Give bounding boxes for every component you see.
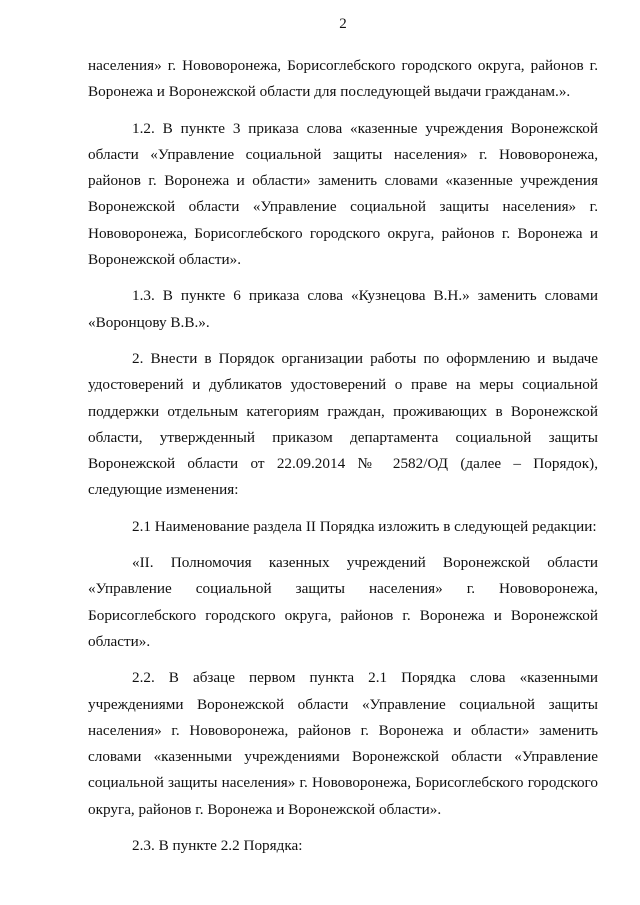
paragraph-section-title: «II. Полномочия казенных учреждений Воронежской области «Управление социальной защиты населения» г. Нововоронежа, Борисоглебского городского округа, районов г. Воронежа и Воронежской области». [88,554,598,650]
paragraph-2: 2. Внести в Порядок организации работы по оформлению и выдаче удостоверений и дубликатов удостоверений о праве на меры социальной поддержки отдельным категориям граждан, проживающих в Воронежской области, утвержденный приказом департамента социальной защиты Воронежской области от 22.09.2014 № 2582/ОД (далее – Порядок), следующие изменения: [88,349,598,499]
paragraph-continuation: населения» г. Нововоронежа, Борисоглебского городского округа, районов г. Воронежа и Воронежской области для последующей выдачи гражданам.». [88,57,598,101]
paragraph-1-2: 1.2. В пункте 3 приказа слова «казенные учреждения Воронежской области «Управление социальной защиты населения» г. Нововоронежа, районов г. Воронежа и области» заменить словами «казенные учреждения Воронежской области «Управление социальной защиты населения» г. Нововоронежа, Борисоглебского городского округа, районов г. Воронежа и Воронежской области». [88,119,598,269]
paragraph-1-3: 1.3. В пункте 6 приказа слова «Кузнецова В.Н.» заменить словами «Воронцову В.В.». [88,287,598,331]
document-body [88,53,598,859]
paragraph-2-3: 2.3. В пункте 2.2 Порядка: [132,837,303,855]
paragraph-2-2: 2.2. В абзаце первом пункта 2.1 Порядка слова «казенными учреждениями Воронежской области «Управление социальной защиты населения» г. Нововоронежа, районов г. Воронежа и области» заменить словами «казенными учреждениями Воронежской области «Управление социальной защиты населения» г. Нововоронежа, Борисоглебского городского округа, районов г. Воронежа и Воронежской области». [88,669,598,818]
page-number: 2 [339,16,347,32]
paragraph-2-1: 2.1 Наименование раздела II Порядка изложить в следующей редакции: [132,517,597,535]
